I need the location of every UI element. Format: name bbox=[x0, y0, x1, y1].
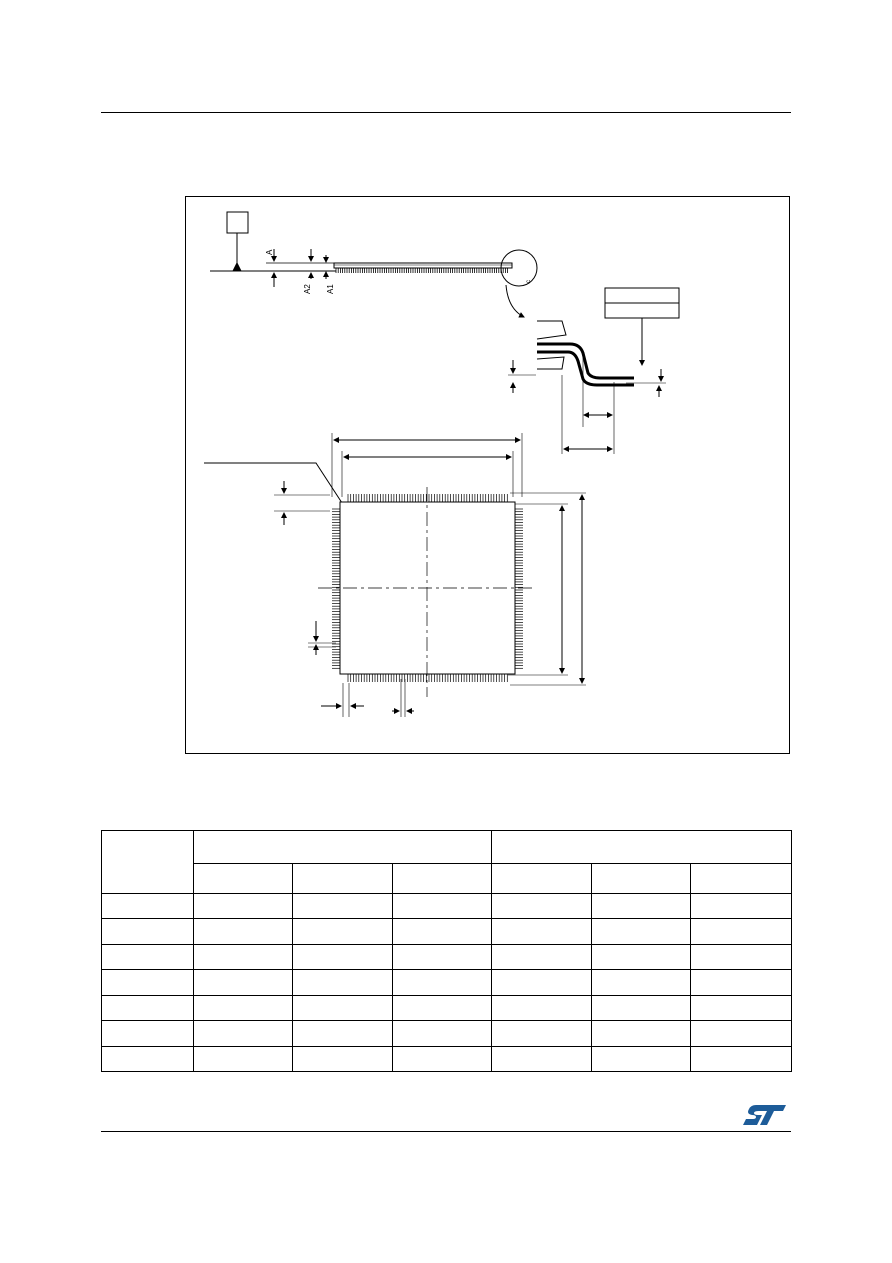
table-cell bbox=[492, 919, 592, 944]
table-cell bbox=[194, 894, 293, 919]
table-cell bbox=[691, 894, 792, 919]
group-header-2 bbox=[492, 831, 792, 864]
table-cell bbox=[293, 894, 393, 919]
table-cell bbox=[102, 970, 194, 995]
package-outline-figure bbox=[185, 196, 790, 754]
label-a2: A2 bbox=[303, 284, 312, 294]
table-cell bbox=[102, 1046, 194, 1071]
subheader bbox=[592, 863, 691, 894]
package-drawing bbox=[186, 197, 791, 755]
table-cell bbox=[592, 944, 691, 969]
table-row bbox=[102, 1021, 792, 1046]
table-cell bbox=[102, 894, 194, 919]
table-cell bbox=[393, 894, 492, 919]
table-cell bbox=[691, 919, 792, 944]
st-logo-shape bbox=[743, 1105, 786, 1125]
package-side-body bbox=[334, 263, 512, 268]
table-cell bbox=[293, 1046, 393, 1071]
table-cell bbox=[492, 1021, 592, 1046]
subheader bbox=[393, 863, 492, 894]
table-row bbox=[102, 944, 792, 969]
table-cell bbox=[194, 970, 293, 995]
table-cell bbox=[691, 970, 792, 995]
table-cell bbox=[102, 995, 194, 1020]
table-cell bbox=[102, 919, 194, 944]
table-cell bbox=[492, 1046, 592, 1071]
table-row bbox=[102, 995, 792, 1020]
table-cell bbox=[293, 995, 393, 1020]
footer-rule bbox=[101, 1131, 791, 1132]
table-cell bbox=[691, 995, 792, 1020]
table-cell bbox=[393, 1021, 492, 1046]
table-cell bbox=[293, 970, 393, 995]
table-cell bbox=[293, 944, 393, 969]
group-header-1 bbox=[194, 831, 492, 864]
subheader bbox=[691, 863, 792, 894]
table-cell bbox=[492, 970, 592, 995]
table-row bbox=[102, 1046, 792, 1071]
label-a: A bbox=[265, 249, 274, 255]
table-cell bbox=[194, 944, 293, 969]
table-cell bbox=[393, 1046, 492, 1071]
table-cell bbox=[492, 944, 592, 969]
header-rule bbox=[101, 112, 791, 113]
table-cell bbox=[592, 894, 691, 919]
table-cell bbox=[102, 1021, 194, 1046]
datum-box bbox=[227, 212, 248, 233]
table-cell bbox=[592, 1021, 691, 1046]
table-cell bbox=[592, 995, 691, 1020]
table-cell bbox=[393, 970, 492, 995]
subheader bbox=[194, 863, 293, 894]
table-cell bbox=[592, 919, 691, 944]
table-row bbox=[102, 894, 792, 919]
table-cell bbox=[293, 919, 393, 944]
table-cell bbox=[592, 970, 691, 995]
table-cell bbox=[194, 995, 293, 1020]
table-row bbox=[102, 970, 792, 995]
table-cell bbox=[691, 1021, 792, 1046]
table-cell bbox=[691, 944, 792, 969]
label-c: c bbox=[526, 280, 532, 283]
table-cell bbox=[393, 944, 492, 969]
subheader bbox=[293, 863, 393, 894]
table-row bbox=[102, 919, 792, 944]
table-cell bbox=[492, 894, 592, 919]
table-cell bbox=[293, 1021, 393, 1046]
table-cell bbox=[194, 1021, 293, 1046]
table-cell bbox=[393, 919, 492, 944]
table-cell bbox=[393, 995, 492, 1020]
st-logo-icon bbox=[742, 1104, 788, 1126]
table-cell bbox=[492, 995, 592, 1020]
table-cell bbox=[102, 944, 194, 969]
dimension-table bbox=[101, 830, 792, 1072]
table-cell bbox=[592, 1046, 691, 1071]
subheader bbox=[492, 863, 592, 894]
label-a1: A1 bbox=[326, 284, 335, 294]
table-cell bbox=[691, 1046, 792, 1071]
table-cell bbox=[194, 1046, 293, 1071]
table-cell bbox=[194, 919, 293, 944]
symbol-header bbox=[102, 831, 194, 894]
